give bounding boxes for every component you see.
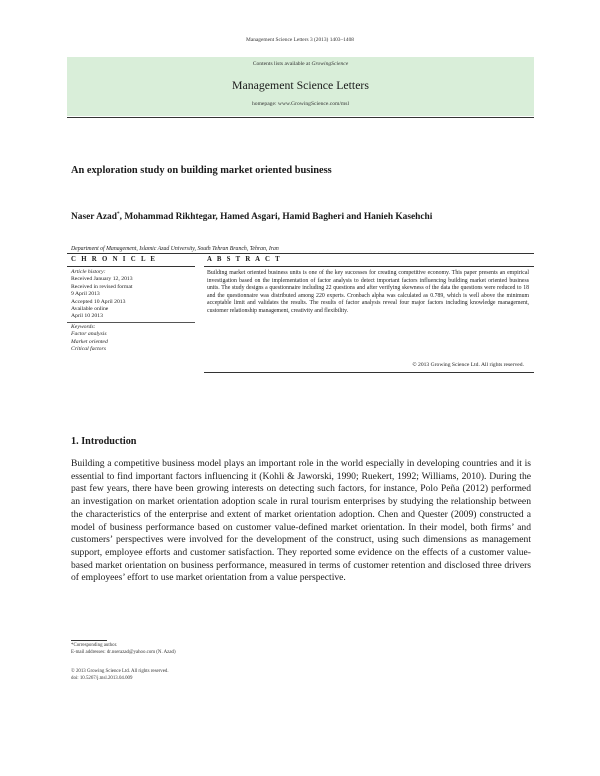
divider (67, 117, 534, 118)
section-heading-introduction: 1. Introduction (71, 436, 137, 447)
footnote (71, 643, 371, 656)
article-chronicle (71, 269, 196, 353)
article-title: An exploration study on building market oriented business (71, 165, 332, 176)
corresponding-author-mark: * (116, 211, 120, 217)
keywords-label: Keywords: (71, 323, 96, 330)
history-label: Article history: (71, 269, 106, 275)
keyword: Critical factors (71, 346, 106, 353)
journal-homepage-link[interactable]: homepage: www.GrowingScience.com/msl (251, 101, 350, 107)
history-line: 9 April 2013 (71, 291, 100, 298)
history-line: Received January 12, 2013 (71, 276, 133, 283)
abstract-copyright: © 2013 Growing Science Ltd. All rights reserved. (412, 362, 524, 368)
history-line: Accepted 10 April 2013 (71, 298, 126, 305)
author-list (71, 211, 432, 222)
running-header: Management Science Letters 3 (2013) 1403–1408 (246, 37, 354, 43)
chronicle-heading: C H R O N I C L E (71, 256, 157, 263)
contents-line (67, 61, 534, 67)
history-line: Received in revised format (71, 283, 133, 290)
divider (204, 372, 534, 373)
history-line: April 10 2013 (71, 313, 103, 320)
divider (67, 253, 534, 254)
keyword: Factor analysis (71, 331, 107, 338)
divider (204, 266, 534, 267)
other-authors: , Mohammad Rikhtegar, Hamed Asgari, Hamid Bagheri and Hanieh Kasehchi (119, 212, 433, 223)
first-author: Naser Azad (71, 212, 117, 223)
author-email[interactable]: E-mail addresses: dr.nserazad@yahoo.com (N. Azad) (71, 649, 176, 655)
footnote-divider (71, 640, 107, 641)
doi-link[interactable]: doi: 10.5267/j.msl.2013.04.009 (71, 675, 133, 681)
contents-source-link[interactable]: GrowingScience (311, 61, 349, 67)
corresponding-author-note: *Corresponding author. (71, 643, 118, 648)
bottom-notice (71, 669, 371, 682)
contents-prefix: Contents lists available at (252, 61, 312, 67)
abstract-heading: A B S T R A C T (207, 256, 282, 263)
publisher-copyright: © 2013 Growing Science Ltd. All rights reserved. (71, 669, 169, 674)
divider (67, 266, 195, 267)
history-line: Available online (71, 306, 109, 313)
divider (67, 322, 195, 323)
affiliation: Department of Management, Islamic Azad University, South Tehran Branch, Tehran, Iran (71, 246, 279, 252)
keyword: Market oriented (71, 338, 108, 345)
journal-name: Management Science Letters (232, 78, 369, 92)
abstract-text: Building market oriented business units is one of the key successes for creating competitive economy. This paper presents an empirical investigation based on the implementation of factor analysis to detect important factors influencing building market oriented business units. The study designs a questionnaire including 22 questions and after verifying skewness of the data the questions were reduced to 18 and the questionnaire was distributed among 220 experts. Cronbach alpha was calculated as 0.789, which is well above the minimum acceptable limit and validates the results. The results of factor analysis reveal four major factors including knowledge management, customer relationship management, creativity and flexibility. (207, 270, 529, 314)
introduction-paragraph: Building a competitive business model plays an important role in the world especially in developing countries and it is essential to find important factors influencing it (Kohli & Jaworski, 1990; Ruekert, 1992; Williams, 2010). During the past few years, there have been growing interests on detecting such factors, for instance, Polo Peña (2012) performed an investigation on market orientation adoption scale in rural tourism enterprises by studying the relationship between the characteristics of the enterprise and extent of market orientation adoption. Chen and Quester (2009) constructed a model of business performance based on customer value-defined market orientation. In their model, both firms’ and customers’ perspectives were involved for the development of the construct, using such dimensions as management support, employee efforts and customer satisfaction. They reported some evidence on the effects of a customer value-based market orientation on business performance, measured in terms of customer retention and disclosed three drivers of employees’ effort to use market orientation from a value perspective. (71, 458, 531, 584)
